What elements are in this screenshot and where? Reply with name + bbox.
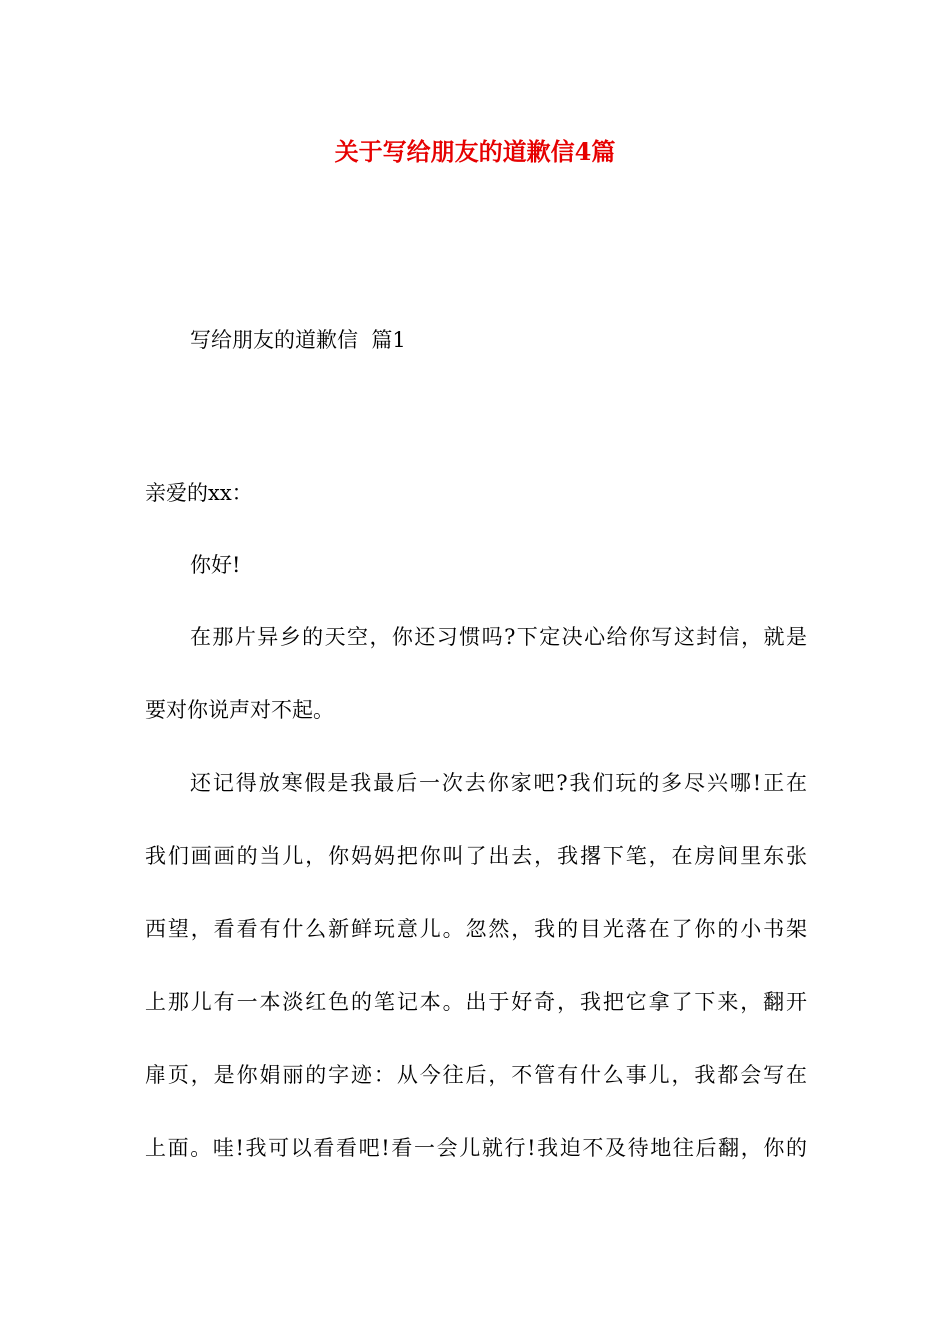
paragraph-line: 西望，看看有什么新鲜玩意儿。忽然，我的目光落在了你的小书架 [145,917,807,941]
paragraph-2 [145,765,807,1203]
paragraph-line: 在那片异乡的天空，你还习惯吗?下定决心给你写这封信，就是 [190,625,807,649]
paragraph-1 [145,619,807,765]
paragraph-line: 扉页，是你娟丽的字迹：从今往后，不管有什么事儿，我都会写在 [145,1063,807,1087]
greeting: 你好! [190,553,241,577]
paragraph-line: 上面。哇!我可以看看吧!看一会儿就行!我迫不及待地往后翻，你的 [145,1136,807,1160]
paragraph-line: 上那儿有一本淡红色的笔记本。出于好奇，我把它拿了下来，翻开 [145,990,807,1014]
paragraph-line: 还记得放寒假是我最后一次去你家吧?我们玩的多尽兴哪!正在 [190,771,807,795]
section-heading: 写给朋友的道歉信 篇1 [190,328,406,352]
paragraph-line: 我们画画的当儿，你妈妈把你叫了出去，我撂下笔，在房间里东张 [145,844,807,868]
document-title: 关于写给朋友的道歉信4篇 [334,137,616,166]
salutation: 亲爱的xx： [145,481,253,505]
paragraph-line: 要对你说声对不起。 [145,698,334,722]
